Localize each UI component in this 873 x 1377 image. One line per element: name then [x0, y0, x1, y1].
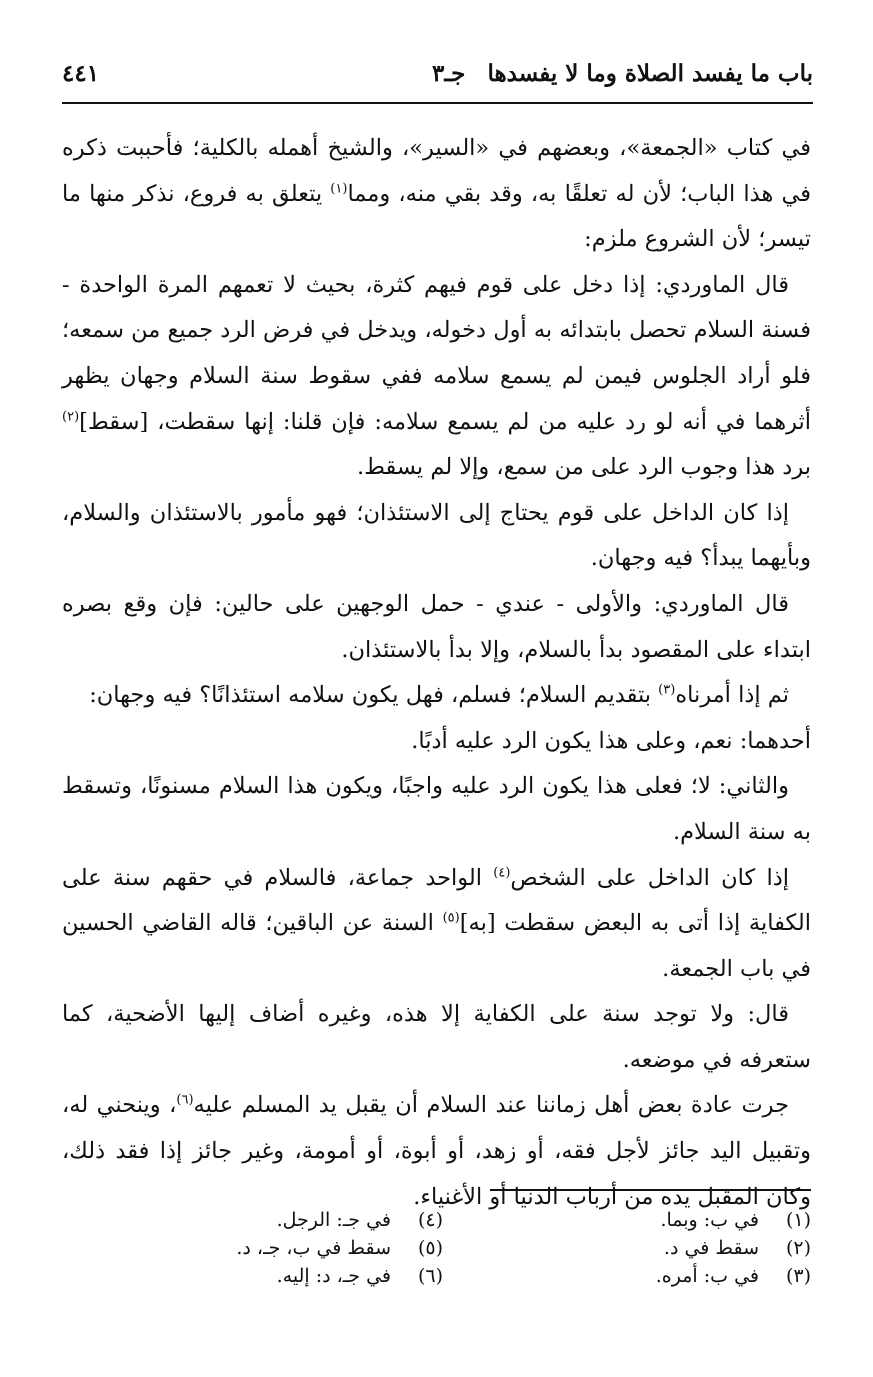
- page-number: ٤٤١: [62, 60, 100, 87]
- paragraph: ثم إذا أمرناه$^{(٣)}$ بتقديم السلام؛ فسلم، فهل يكون سلامه استئذانًا؟ فيه وجهان:: [89, 682, 789, 709]
- footnote-ref[interactable]: (٢): [62, 409, 80, 425]
- footnote-number: (٦): [417, 1265, 443, 1287]
- footnote-item: [481, 1206, 811, 1234]
- footnote-ref[interactable]: (٣): [658, 682, 676, 698]
- volume-label: جـ٣: [432, 60, 466, 87]
- footnote-text: سقط في د.: [663, 1237, 759, 1259]
- running-header: [62, 58, 813, 98]
- footnote-number: (٤): [417, 1209, 443, 1231]
- footnote-text: سقط في ب، جـ، د.: [236, 1237, 391, 1259]
- paragraph: والثاني: لا؛ فعلى هذا يكون الرد عليه واجبًا، ويكون هذا السلام مسنونًا، وتسقط به سنة السلام.: [62, 773, 811, 845]
- paragraph: قال الماوردي: والأولى - عندي - حمل الوجهين على حالين: فإن وقع بصره ابتداء على المقصود بدأ بالسلام، وإلا بدأ بالاستئذان.: [62, 590, 811, 663]
- footnote-ref[interactable]: (٥): [442, 910, 460, 926]
- footnote-text: في ب: وبما.: [660, 1209, 759, 1231]
- footnotes-column-right: [481, 1206, 811, 1290]
- paragraph: قال الماوردي: إذا دخل على قوم فيهم كثرة، بحيث لا تعمهم المرة الواحدة - فسنة السلام تحصل بابتدائه به أول دخوله، ويدخل في فرض الرد جميع من سمعه؛ فلو أراد الجلوس فيمن لم يسمع سلامه ففي سقوط سنة السلام وجهان يظهر أثرهما في أنه لو رد عليه من لم يسمع سلامه: فإن قلنا: إنها سقطت، [سقط]$^{(٢)}$ برد هذا وجوب الرد على من سمع، وإلا لم يسقط.: [62, 271, 811, 481]
- footnote-ref[interactable]: (٦): [176, 1092, 194, 1108]
- footnote-item: [481, 1262, 811, 1290]
- footnote-item: [213, 1206, 443, 1234]
- footnote-item: [481, 1234, 811, 1262]
- footnote-number: (١): [785, 1209, 811, 1231]
- footnote-ref[interactable]: (١): [330, 181, 348, 197]
- footnote-ref[interactable]: (٤): [493, 865, 511, 880]
- main-text: [62, 126, 811, 1220]
- footnote-divider: [490, 1189, 811, 1191]
- footnote-item: [213, 1234, 443, 1262]
- paragraph: جرت عادة بعض أهل زماننا عند السلام أن يقبل يد المسلم عليه$^{(٦)}$، وينحني له، وتقبيل اليد جائز لأجل فقه، أو زهد، أو أبوة، أو أمومة، وغير جائز إذا فقد ذلك، وكان المقبل يده من أرباب الدنيا أو الأغنياء.: [62, 1092, 811, 1210]
- footnote-number: (٣): [785, 1265, 811, 1287]
- footnote-item: [213, 1262, 443, 1290]
- footnote-text: في ب: أمره.: [655, 1265, 759, 1287]
- footnote-number: (٢): [785, 1237, 811, 1259]
- paragraph: قال: ولا توجد سنة على الكفاية إلا هذه، وغيره أضاف إليها الأضحية، كما ستعرفه في موضعه.: [62, 1001, 811, 1073]
- paragraph: إذا كان الداخل على الشخص$^{(٤)}$ الواحد جماعة، فالسلام في حقهم سنة على الكفاية إذا أتى به البعض سقطت [به]$^{(٥)}$ السنة عن الباقين؛ قاله القاضي الحسين في باب الجمعة.: [62, 864, 811, 982]
- paragraph: أحدهما: نعم، وعلى هذا يكون الرد عليه أدبًا.: [411, 727, 811, 754]
- footnote-text: في جـ: الرجل.: [276, 1209, 391, 1231]
- chapter-title: باب ما يفسد الصلاة وما لا يفسدها: [487, 60, 813, 87]
- paragraph: في كتاب «الجمعة»، وبعضهم في «السير»، والشيخ أهمله بالكلية؛ فأحببت ذكره في هذا الباب؛ لأن له تعلقًا به، وقد بقي منه، ومما$^{(١)}$ يتعلق به فروع، نذكر منها ما تيسر؛ لأن الشروع ملزم:: [62, 135, 811, 253]
- footnotes-column-left: [213, 1206, 443, 1290]
- footnote-text: في جـ، د: إليه.: [276, 1265, 391, 1287]
- header-divider: [62, 102, 813, 104]
- footnote-number: (٥): [417, 1237, 443, 1259]
- paragraph: إذا كان الداخل على قوم يحتاج إلى الاستئذان؛ فهو مأمور بالاستئذان والسلام، وبأيهما يبدأ؟ فيه وجهان.: [62, 499, 811, 572]
